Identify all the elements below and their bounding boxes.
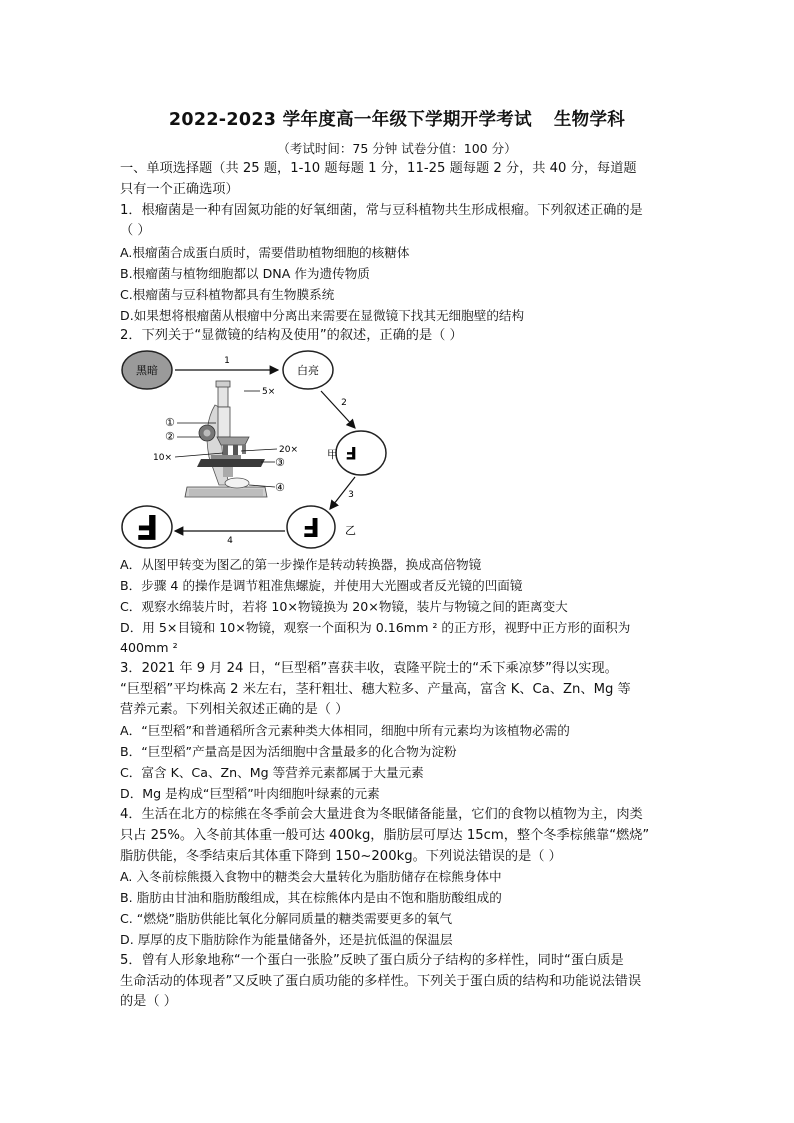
- section-heading-line2: 只有一个正确选项）: [120, 182, 239, 197]
- arrow-2: [321, 391, 355, 428]
- page-title: [0, 106, 794, 131]
- q3-option-a: A．“巨型稻”和普通稻所含元素种类大体相同，细胞中所有元素均为该植物必需的: [120, 723, 570, 738]
- q1-stem-blank: （ ）: [120, 223, 151, 238]
- yi-label: 乙: [345, 524, 356, 537]
- q5-stem-line3: 的是（ ）: [120, 994, 177, 1009]
- q3-stem-line1: 3．2021 年 9 月 24 日，“巨型稻”喜获丰收，袁隆平院士的“禾下乘凉梦”得以实现。: [120, 661, 618, 676]
- exam-info: （考试时间：75 分钟 试卷分值：100 分）: [277, 141, 517, 156]
- q2-option-a: A．从图甲转变为图乙的第一步操作是转动转换器，换成高倍物镜: [120, 557, 482, 572]
- q2-option-d: D．用 5×目镜和 10×物镜，观察一个面积为 0.16mm ² 的正方形，视野中正方形的面积为: [120, 620, 631, 635]
- q3-stem-line2: “巨型稻”平均株高 2 米左右，茎秆粗壮、穗大粒多、产量高，富含 K、Ca、Zn、Mg 等: [120, 682, 631, 697]
- arrow-3-label: 3: [348, 490, 354, 500]
- q1-option-a: A.根瘤菌合成蛋白质时，需要借助植物细胞的核糖体: [120, 245, 410, 260]
- dark-label: 黑暗: [136, 364, 158, 377]
- q2-stem: 2．下列关于“显微镜的结构及使用”的叙述，正确的是（ ）: [120, 328, 463, 343]
- q4-option-a: A. 入冬前棕熊摄入食物中的糖类会大量转化为脂肪储存在棕熊身体中: [120, 869, 502, 884]
- q4-stem-line3: 脂肪供能，冬季结束后其体重下降到 150~200kg。下列说法错误的是（ ）: [120, 849, 562, 864]
- q3-option-d: D．Mg 是构成“巨型稻”叶肉细胞叶绿素的元素: [120, 786, 380, 801]
- microscope-figure: [115, 345, 495, 555]
- q3-option-c: C．富含 K、Ca、Zn、Mg 等营养元素都属于大量元素: [120, 765, 424, 780]
- q5-stem-line1: 5．曾有人形象地称“一个蛋白一张脸”反映了蛋白质分子结构的多样性，同时“蛋白质是: [120, 953, 624, 968]
- q1-option-b: B.根瘤菌与植物细胞都以 DNA 作为遗传物质: [120, 266, 370, 281]
- title-subject: 生物学科: [553, 110, 626, 130]
- jia-label: 甲: [327, 448, 338, 461]
- q2-option-b: B．步骤 4 的操作是调节粗准焦螺旋，并使用大光圈或者反光镜的凹面镜: [120, 578, 523, 593]
- q2-option-c: C．观察水绵装片时，若将 10×物镜换为 20×物镜，装片与物镜之间的距离变大: [120, 599, 568, 614]
- mag-5x-label: 5×: [262, 387, 276, 397]
- field-jia-circle: [336, 431, 386, 475]
- q5-stem-line2: 生命活动的体现者”又反映了蛋白质功能的多样性。下列关于蛋白质的结构和功能说法错误: [120, 974, 642, 989]
- title-main: 2022-2023 学年度高一年级下学期开学考试: [168, 110, 532, 130]
- q4-stem-line1: 4．生活在北方的棕熊在冬季前会大量进食为冬眠储备能量，它们的食物以植物为主，肉类: [120, 807, 643, 822]
- part-label-4: ④: [275, 481, 285, 494]
- q2-option-d-cont: 400mm ²: [120, 640, 178, 655]
- q4-stem-line2: 只占 25%。入冬前其体重一般可达 400kg，脂肪层可厚达 15cm，整个冬季棕熊靠“燃烧”: [120, 828, 650, 843]
- q1-stem: 1．根瘤菌是一种有固氮功能的好氧细菌，常与豆科植物共生形成根瘤。下列叙述正确的是: [120, 203, 643, 218]
- field-jia-letter: F: [345, 442, 357, 462]
- part-label-2: ②: [165, 430, 175, 443]
- bright-label: 白亮: [297, 364, 319, 377]
- q1-option-d: D.如果想将根瘤菌从根瘤中分离出来需要在显微镜下找其无细胞壁的结构: [120, 308, 525, 323]
- part-label-1: ①: [165, 416, 175, 429]
- arrow-2-label: 2: [341, 398, 347, 408]
- q4-option-d: D. 厚厚的皮下脂肪除作为能量储备外，还是抗低温的保温层: [120, 932, 453, 947]
- q4-option-b: B. 脂肪由甘油和脂肪酸组成，其在棕熊体内是由不饱和脂肪酸组成的: [120, 890, 502, 905]
- mag-10x-label: 10×: [153, 453, 172, 463]
- arrow-4-label: 4: [227, 536, 233, 546]
- field-final-letter: F: [135, 506, 159, 546]
- arrow-1-label: 1: [224, 356, 230, 366]
- microscope-drawing: [185, 381, 267, 497]
- q3-option-b: B．“巨型稻”产量高是因为活细胞中含量最多的化合物为淀粉: [120, 744, 457, 759]
- part-label-3: ③: [275, 456, 285, 469]
- q4-option-c: C. “燃烧”脂肪供能比氧化分解同质量的糖类需要更多的氧气: [120, 911, 453, 926]
- q3-stem-line3: 营养元素。下列相关叙述正确的是（ ）: [120, 702, 349, 717]
- mag-20x-label: 20×: [279, 445, 298, 455]
- q1-option-c: C.根瘤菌与豆科植物都具有生物膜系统: [120, 287, 335, 302]
- field-yi-letter: F: [302, 511, 320, 541]
- section-heading-line1: 一、单项选择题（共 25 题，1-10 题每题 1 分，11-25 题每题 2 分，共 40 分，每道题: [120, 161, 637, 176]
